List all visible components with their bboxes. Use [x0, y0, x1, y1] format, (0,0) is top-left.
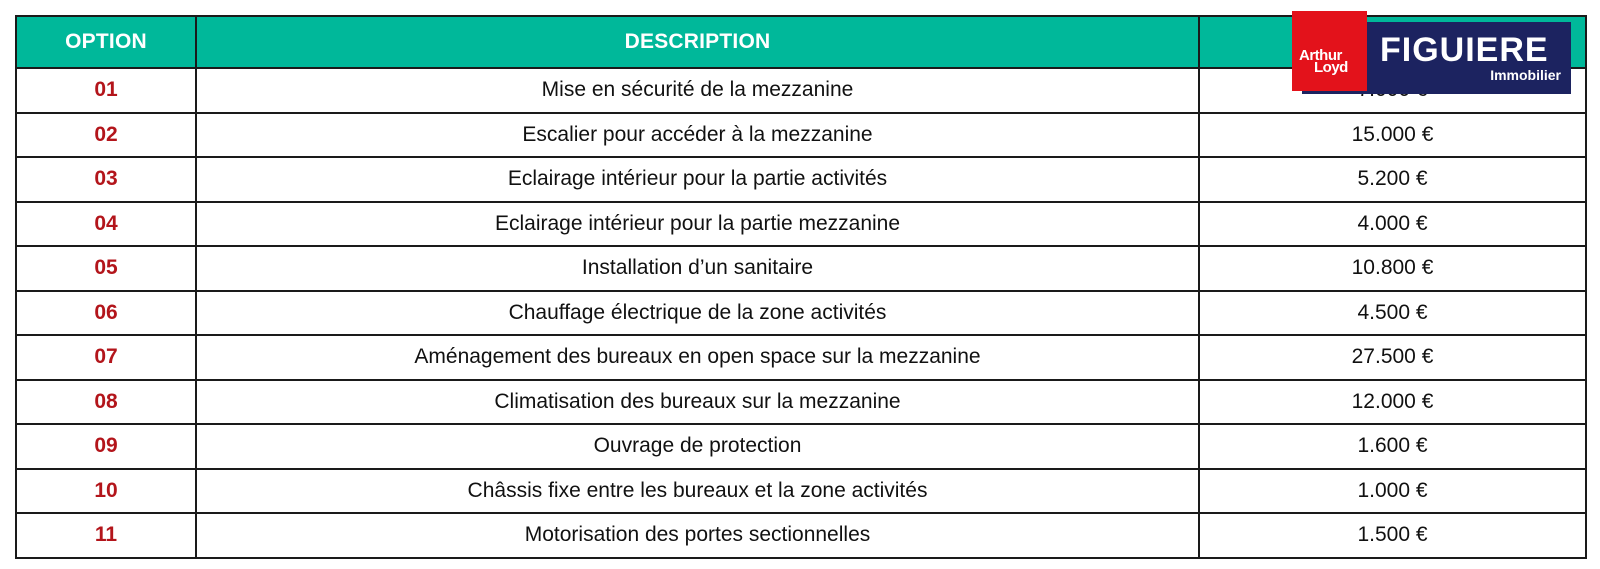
option-cell: 02	[16, 113, 196, 158]
option-cell: 05	[16, 246, 196, 291]
table-row	[16, 469, 1586, 514]
price-cell: 4.500 €	[1199, 291, 1586, 336]
logo-red-block	[1292, 11, 1367, 91]
description-cell: Eclairage intérieur pour la partie activités	[196, 157, 1199, 202]
option-cell: 09	[16, 424, 196, 469]
price-cell: 1.600 €	[1199, 424, 1586, 469]
header-option: OPTION	[16, 16, 196, 68]
logo-figuiere-text: FIGUIERE	[1380, 31, 1549, 69]
table-row	[16, 202, 1586, 247]
price-cell: 12.000 €	[1199, 380, 1586, 425]
description-cell: Motorisation des portes sectionnelles	[196, 513, 1199, 558]
table-row	[16, 335, 1586, 380]
description-cell: Chauffage électrique de la zone activités	[196, 291, 1199, 336]
options-table	[15, 15, 1587, 559]
option-cell: 03	[16, 157, 196, 202]
logo-arthur-text: Arthur	[1299, 47, 1342, 64]
table-row	[16, 424, 1586, 469]
option-cell: 10	[16, 469, 196, 514]
table-row	[16, 157, 1586, 202]
price-cell: 10.800 €	[1199, 246, 1586, 291]
description-cell: Châssis fixe entre les bureaux et la zone activités	[196, 469, 1199, 514]
option-cell: 11	[16, 513, 196, 558]
description-cell: Escalier pour accéder à la mezzanine	[196, 113, 1199, 158]
option-cell: 08	[16, 380, 196, 425]
table-row	[16, 291, 1586, 336]
logo-loyd-text: Loyd	[1314, 59, 1348, 76]
table-row	[16, 513, 1586, 558]
logo-immobilier-text: Immobilier	[1490, 67, 1561, 83]
header-description: DESCRIPTION	[196, 16, 1199, 68]
description-cell: Eclairage intérieur pour la partie mezzanine	[196, 202, 1199, 247]
description-cell: Climatisation des bureaux sur la mezzanine	[196, 380, 1199, 425]
table-row	[16, 113, 1586, 158]
table-row	[16, 380, 1586, 425]
option-cell: 01	[16, 68, 196, 113]
description-cell: Aménagement des bureaux en open space sur la mezzanine	[196, 335, 1199, 380]
option-cell: 07	[16, 335, 196, 380]
table-row	[16, 246, 1586, 291]
price-cell: 27.500 €	[1199, 335, 1586, 380]
price-cell: 1.000 €	[1199, 469, 1586, 514]
option-cell: 06	[16, 291, 196, 336]
price-cell: 5.200 €	[1199, 157, 1586, 202]
option-cell: 04	[16, 202, 196, 247]
description-cell: Installation d’un sanitaire	[196, 246, 1199, 291]
arthur-loyd-figuiere-logo	[1292, 11, 1571, 94]
price-cell: 4.000 €	[1199, 202, 1586, 247]
price-cell: 15.000 €	[1199, 113, 1586, 158]
description-cell: Ouvrage de protection	[196, 424, 1199, 469]
price-cell: 1.500 €	[1199, 513, 1586, 558]
description-cell: Mise en sécurité de la mezzanine	[196, 68, 1199, 113]
